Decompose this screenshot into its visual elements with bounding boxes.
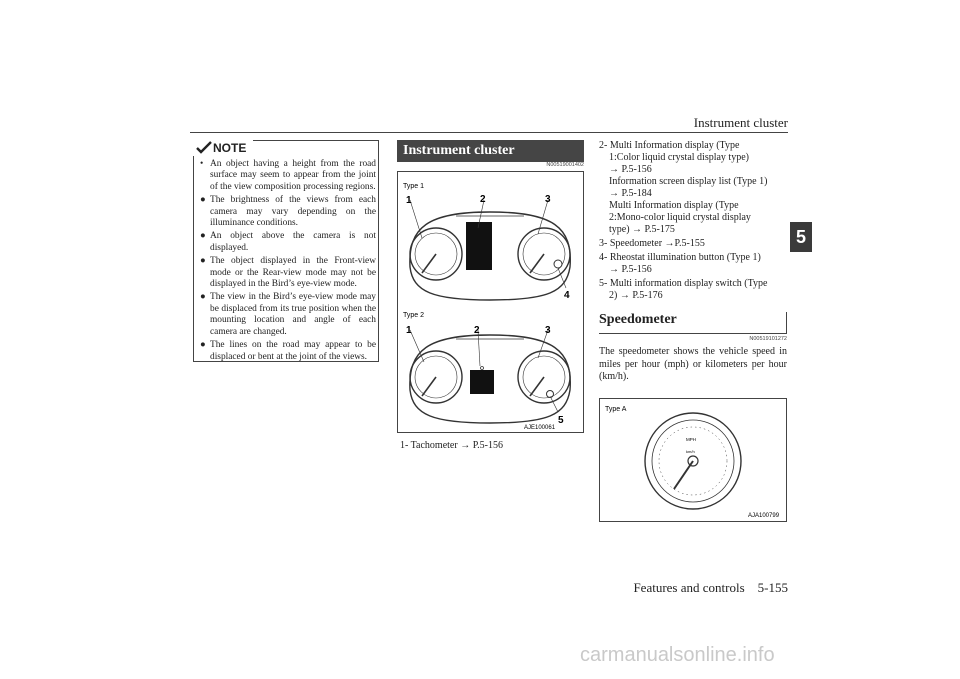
note-header <box>193 140 253 156</box>
speedometer-paragraph: The speedometer shows the vehicle speed in miles per hour (mph) or kilometers per hour (km/h). <box>599 346 787 382</box>
watermark: carmanualsonline.info <box>580 644 775 666</box>
note-item: ● An object above the camera is not displayed. <box>200 231 376 253</box>
speedometer-dial <box>645 413 741 509</box>
note-item: ● The brightness of the views from each camera may vary depending on the illuminance conditions. <box>200 195 376 229</box>
type2-callout-3: 3 <box>545 325 551 336</box>
instrument-cluster-figure <box>397 171 584 433</box>
header-rule <box>190 132 788 133</box>
note-check-icon <box>196 141 212 154</box>
type1-callout-2: 2 <box>480 194 486 205</box>
type1-color-display <box>466 222 492 270</box>
type1-callout-4: 4 <box>564 290 570 301</box>
speedometer-illustration <box>600 399 786 521</box>
type1-label: Type 1 <box>403 183 425 190</box>
type2-callout-5: 5 <box>558 415 564 426</box>
dial-unit-kmh: km/h <box>686 449 695 454</box>
page-footer <box>560 580 788 596</box>
type-a-label: Type A <box>605 406 627 413</box>
list-item-4: 4- Rheostat illumination button (Type 1) → P.5-156 <box>599 252 761 275</box>
list-item-3: 3- Speedometer →P.5-155 <box>599 238 705 249</box>
type2-callout-1: 1 <box>406 325 412 336</box>
note-item: ● The lines on the road may appear to be displaced or bent at the joint of the views. <box>200 340 376 362</box>
note-item: ● The view in the Bird’s eye-view mode may be displaced from its true position when the mounting location and angle of each camera are changed. <box>200 292 376 337</box>
chapter-tab: 5 <box>790 222 812 252</box>
note-label: NOTE <box>213 141 247 155</box>
list-item-2: 2- Multi Information display (Type 1:Color liquid crystal display type) → P.5-156 Information screen display list (Type 1) → P.5-184 Multi Information display (Type 2:Mono-color liquid crystal display type) → P.5-175 <box>599 140 768 235</box>
speedometer-code: N00519101272 <box>749 336 787 342</box>
dial-unit-mph: MPH <box>686 437 696 442</box>
speedometer-figure-code: AJA100799 <box>748 513 780 519</box>
header-title: Instrument cluster <box>693 115 788 130</box>
type1-callout-1: 1 <box>406 195 412 206</box>
note-item: • An object having a height from the road surface may seem to appear from the joint of the view composition processing regions. <box>200 159 376 192</box>
footer-section: Features and controls <box>633 580 745 595</box>
type2-callout-2: 2 <box>474 325 480 336</box>
note-item: ● The object displayed in the Front-view mode or the Rear-view mode may not be displayed in the Bird’s eye-view mode. <box>200 256 376 290</box>
speedometer-heading: Speedometer <box>599 312 787 334</box>
type2-mono-display <box>470 370 494 394</box>
type2-label: Type 2 <box>403 312 425 319</box>
type1-callout-3: 3 <box>545 194 551 205</box>
cluster-illustration <box>398 172 583 432</box>
note-list <box>200 159 376 365</box>
speedometer-figure <box>599 398 787 522</box>
list-item-5: 5- Multi information display switch (Type 2) → P.5-176 <box>599 278 768 301</box>
note-box <box>193 140 379 362</box>
footer-page: 5-155 <box>757 580 788 595</box>
figure-code: AJE100061 <box>524 425 556 431</box>
instrument-cluster-heading: Instrument cluster <box>397 140 584 162</box>
item-tachometer: 1- Tachometer → P.5-156 <box>400 440 503 451</box>
callout-list <box>599 140 787 302</box>
instrument-cluster-code: N00519001402 <box>546 162 584 168</box>
